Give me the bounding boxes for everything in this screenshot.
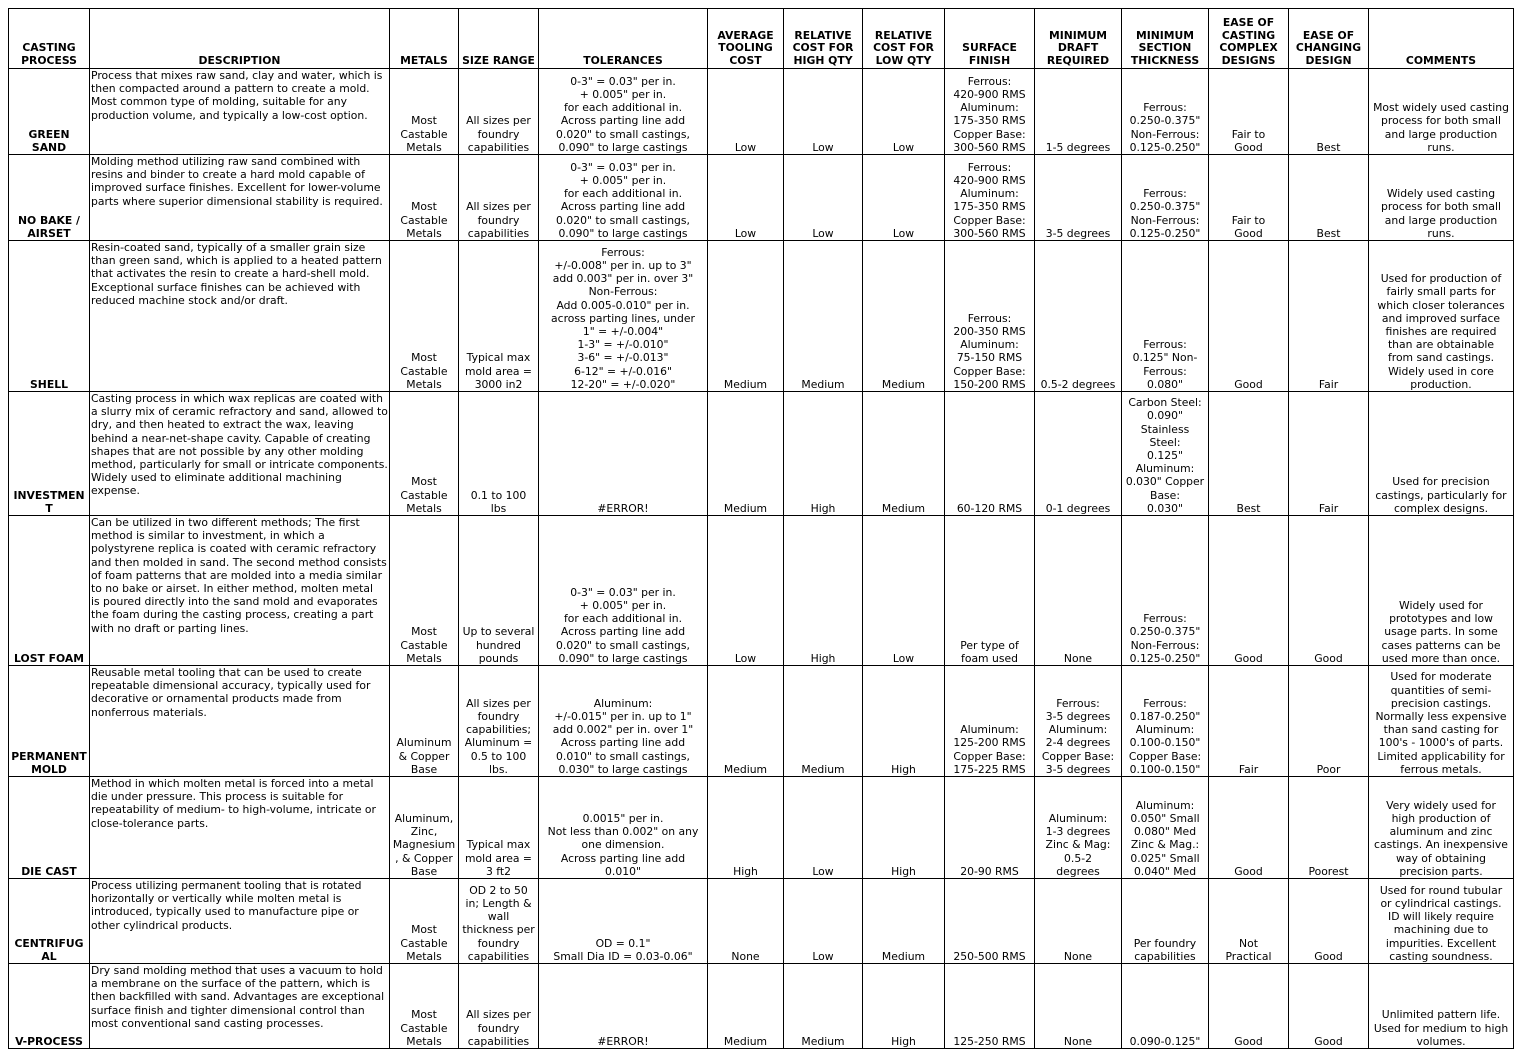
cell-tolerances: Aluminum: +/-0.015" per in. up to 1" add 0.002" per in. over 1" Across parting line add 0.010" to small castings, 0.030" to large castings <box>539 666 708 777</box>
table-row <box>9 155 1514 241</box>
cell-cost-high-qty: High <box>784 392 863 516</box>
cell-ease-changing: Fair <box>1289 241 1369 392</box>
table-row <box>9 241 1514 392</box>
header-surface-finish: SURFACE FINISH <box>945 9 1035 69</box>
cell-tolerances: 0.0015" per in. Not less than 0.002" on any one dimension. Across parting line add 0.010" <box>539 777 708 879</box>
cell-cost-low-qty: High <box>863 964 945 1049</box>
header-minimum-draft: MINIMUM DRAFT REQUIRED <box>1035 9 1122 69</box>
cell-comments: Widely used casting process for both small and large production runs. <box>1369 155 1514 241</box>
cell-surface-finish: Aluminum: 125-200 RMS Copper Base: 175-225 RMS <box>945 666 1035 777</box>
cell-ease-changing: Good <box>1289 879 1369 964</box>
cell-tooling-cost: None <box>708 879 784 964</box>
cell-ease-changing: Poorest <box>1289 777 1369 879</box>
header-casting-process: CASTING PROCESS <box>9 9 90 69</box>
cell-minimum-draft: Ferrous: 3-5 degrees Aluminum: 2-4 degrees Copper Base: 3-5 degrees <box>1035 666 1122 777</box>
cell-size-range: OD 2 to 50 in; Length & wall thickness per foundry capabilities <box>459 879 539 964</box>
cell-size-range: Up to several hundred pounds <box>459 516 539 666</box>
cell-cost-high-qty: Medium <box>784 666 863 777</box>
cell-surface-finish: 20-90 RMS <box>945 777 1035 879</box>
cell-metals: Aluminum, Zinc, Magnesium , & Copper Base <box>390 777 459 879</box>
cell-description: Resin-coated sand, typically of a smaller grain size than green sand, which is applied to a heated pattern that activates the resin to create a hard-shell mold. Exceptional surface finishes can be achieved with reduced machine stock and/or draft. <box>90 241 390 392</box>
cell-section-thickness: Aluminum: 0.050" Small 0.080" Med Zinc & Mag.: 0.025" Small 0.040" Med <box>1122 777 1209 879</box>
table-row <box>9 879 1514 964</box>
cell-description: Casting process in which wax replicas are coated with a slurry mix of ceramic refractory and sand, allowed to dry, and then heated to extract the wax, leaving behind a near-net-shape cavity. Capable of creating shapes that are not possible by any other molding method, particularly for small or intricate components. Widely used to eliminate additional machining expense. <box>90 392 390 516</box>
cell-ease-complex: Best <box>1209 392 1289 516</box>
cell-ease-complex: Good <box>1209 777 1289 879</box>
cell-cost-high-qty: Low <box>784 777 863 879</box>
cell-description: Method in which molten metal is forced into a metal die under pressure. This process is suitable for repeatability of medium- to high-volume, intricate or close-tolerance parts. <box>90 777 390 879</box>
cell-section-thickness: 0.090-0.125" <box>1122 964 1209 1049</box>
cell-cost-low-qty: Low <box>863 69 945 155</box>
cell-minimum-draft: 0.5-2 degrees <box>1035 241 1122 392</box>
cell-process: CENTRIFUG AL <box>9 879 90 964</box>
cell-section-thickness: Ferrous: 0.250-0.375" Non-Ferrous: 0.125-0.250" <box>1122 69 1209 155</box>
cell-description: Reusable metal tooling that can be used to create repeatable dimensional accuracy, typically used for decorative or ornamental products made from nonferrous materials. <box>90 666 390 777</box>
header-average-tooling-cost: AVERAGE TOOLING COST <box>708 9 784 69</box>
cell-surface-finish: Per type of foam used <box>945 516 1035 666</box>
cell-cost-high-qty: Low <box>784 155 863 241</box>
cell-surface-finish: Ferrous: 420-900 RMS Aluminum: 175-350 RMS Copper Base: 300-560 RMS <box>945 155 1035 241</box>
cell-tolerances: 0-3" = 0.03" per in. + 0.005" per in. for each additional in. Across parting line add 0.020" to small castings, 0.090" to large castings <box>539 516 708 666</box>
cell-size-range: All sizes per foundry capabilities; Aluminum = 0.5 to 100 lbs. <box>459 666 539 777</box>
cell-size-range: Typical max mold area = 3000 in2 <box>459 241 539 392</box>
cell-minimum-draft: None <box>1035 964 1122 1049</box>
cell-tolerances: Ferrous: +/-0.008" per in. up to 3" add 0.003" per in. over 3" Non-Ferrous: Add 0.005-0.010" per in. across parting lines, under 1" = +/-0.004" 1-3" = +/-0.010" 3-6" = +/-0.013" 6-12" = +/-0.016" 12-20" = +/-0.020" <box>539 241 708 392</box>
cell-comments: Used for moderate quantities of semi- precision castings. Normally less expensive than sand casting for 100's - 1000's of parts. Limited applicability for ferrous metals. <box>1369 666 1514 777</box>
cell-tooling-cost: Medium <box>708 241 784 392</box>
cell-process: V-PROCESS <box>9 964 90 1049</box>
cell-tooling-cost: Medium <box>708 666 784 777</box>
cell-ease-changing: Poor <box>1289 666 1369 777</box>
header-row <box>9 9 1514 69</box>
cell-process: PERMANENT MOLD <box>9 666 90 777</box>
cell-metals: Most Castable Metals <box>390 879 459 964</box>
cell-ease-complex: Not Practical <box>1209 879 1289 964</box>
cell-process: NO BAKE / AIRSET <box>9 155 90 241</box>
cell-comments: Widely used for prototypes and low usage parts. In some cases patterns can be used more than once. <box>1369 516 1514 666</box>
cell-minimum-draft: 3-5 degrees <box>1035 155 1122 241</box>
cell-section-thickness: Ferrous: 0.250-0.375" Non-Ferrous: 0.125-0.250" <box>1122 155 1209 241</box>
cell-cost-high-qty: Low <box>784 879 863 964</box>
cell-size-range: All sizes per foundry capabilities <box>459 69 539 155</box>
cell-metals: Aluminum & Copper Base <box>390 666 459 777</box>
cell-ease-changing: Best <box>1289 69 1369 155</box>
cell-tooling-cost: Medium <box>708 392 784 516</box>
table-row <box>9 516 1514 666</box>
cell-section-thickness: Ferrous: 0.250-0.375" Non-Ferrous: 0.125-0.250" <box>1122 516 1209 666</box>
cell-ease-changing: Fair <box>1289 392 1369 516</box>
cell-minimum-draft: None <box>1035 516 1122 666</box>
cell-process: LOST FOAM <box>9 516 90 666</box>
cell-metals: Most Castable Metals <box>390 516 459 666</box>
cell-tooling-cost: Low <box>708 516 784 666</box>
cell-surface-finish: 250-500 RMS <box>945 879 1035 964</box>
cell-size-range: All sizes per foundry capabilities <box>459 155 539 241</box>
cell-process: GREEN SAND <box>9 69 90 155</box>
cell-cost-high-qty: Medium <box>784 241 863 392</box>
cell-tolerances: 0-3" = 0.03" per in. + 0.005" per in. for each additional in. Across parting line add 0.020" to small castings, 0.090" to large castings <box>539 69 708 155</box>
cell-size-range: All sizes per foundry capabilities <box>459 964 539 1049</box>
header-tolerances: TOLERANCES <box>539 9 708 69</box>
cell-description: Process that mixes raw sand, clay and water, which is then compacted around a pattern to create a mold. Most common type of molding, suitable for any production volume, and typically a low-cost option. <box>90 69 390 155</box>
header-minimum-section-thickness: MINIMUM SECTION THICKNESS <box>1122 9 1209 69</box>
cell-tolerances: #ERROR! <box>539 964 708 1049</box>
cell-size-range: Typical max mold area = 3 ft2 <box>459 777 539 879</box>
cell-cost-low-qty: Medium <box>863 879 945 964</box>
cell-surface-finish: 60-120 RMS <box>945 392 1035 516</box>
cell-comments: Very widely used for high production of aluminum and zinc castings. An inexpensive way of obtaining precision parts. <box>1369 777 1514 879</box>
header-comments: COMMENTS <box>1369 9 1514 69</box>
cell-cost-high-qty: High <box>784 516 863 666</box>
cell-tooling-cost: Low <box>708 155 784 241</box>
cell-cost-low-qty: Low <box>863 516 945 666</box>
cell-ease-complex: Fair to Good <box>1209 155 1289 241</box>
cell-comments: Used for round tubular or cylindrical castings. ID will likely require machining due to impurities. Excellent casting soundness. <box>1369 879 1514 964</box>
table-row <box>9 666 1514 777</box>
table-row <box>9 69 1514 155</box>
cell-minimum-draft: 1-5 degrees <box>1035 69 1122 155</box>
cell-ease-changing: Good <box>1289 516 1369 666</box>
table-row <box>9 964 1514 1049</box>
cell-ease-changing: Best <box>1289 155 1369 241</box>
cell-cost-low-qty: High <box>863 777 945 879</box>
header-relative-cost-low-qty: RELATIVE COST FOR LOW QTY <box>863 9 945 69</box>
header-description: DESCRIPTION <box>90 9 390 69</box>
cell-ease-changing: Good <box>1289 964 1369 1049</box>
header-ease-complex-designs: EASE OF CASTING COMPLEX DESIGNS <box>1209 9 1289 69</box>
cell-tooling-cost: Low <box>708 69 784 155</box>
cell-section-thickness: Carbon Steel: 0.090" Stainless Steel: 0.125" Aluminum: 0.030" Copper Base: 0.030" <box>1122 392 1209 516</box>
cell-comments: Used for precision castings, particularly for complex designs. <box>1369 392 1514 516</box>
cell-tooling-cost: Medium <box>708 964 784 1049</box>
cell-ease-complex: Good <box>1209 241 1289 392</box>
cell-minimum-draft: 0-1 degrees <box>1035 392 1122 516</box>
cell-ease-complex: Good <box>1209 964 1289 1049</box>
cell-metals: Most Castable Metals <box>390 69 459 155</box>
cell-minimum-draft: None <box>1035 879 1122 964</box>
cell-cost-low-qty: Medium <box>863 241 945 392</box>
header-size-range: SIZE RANGE <box>459 9 539 69</box>
cell-section-thickness: Ferrous: 0.187-0.250" Aluminum: 0.100-0.150" Copper Base: 0.100-0.150" <box>1122 666 1209 777</box>
cell-metals: Most Castable Metals <box>390 155 459 241</box>
table-row <box>9 392 1514 516</box>
cell-description: Dry sand molding method that uses a vacuum to hold a membrane on the surface of the pattern, which is then backfilled with sand. Advantages are exceptional surface finish and tighter dimensional control than most conventional sand casting processes. <box>90 964 390 1049</box>
cell-description: Process utilizing permanent tooling that is rotated horizontally or vertically while molten metal is introduced, typically used to manufacture pipe or other cylindrical products. <box>90 879 390 964</box>
cell-ease-complex: Fair <box>1209 666 1289 777</box>
casting-process-table <box>8 8 1514 1049</box>
cell-process: INVESTMENT <box>9 392 90 516</box>
cell-metals: Most Castable Metals <box>390 392 459 516</box>
cell-ease-complex: Fair to Good <box>1209 69 1289 155</box>
cell-section-thickness: Per foundry capabilities <box>1122 879 1209 964</box>
cell-description: Molding method utilizing raw sand combined with resins and binder to create a hard mold capable of improved surface finishes. Excellent for lower-volume parts where superior dimensional stability is required. <box>90 155 390 241</box>
cell-cost-high-qty: Medium <box>784 964 863 1049</box>
cell-section-thickness: Ferrous: 0.125" Non- Ferrous: 0.080" <box>1122 241 1209 392</box>
cell-surface-finish: 125-250 RMS <box>945 964 1035 1049</box>
cell-tooling-cost: High <box>708 777 784 879</box>
header-relative-cost-high-qty: RELATIVE COST FOR HIGH QTY <box>784 9 863 69</box>
cell-ease-complex: Good <box>1209 516 1289 666</box>
cell-cost-low-qty: High <box>863 666 945 777</box>
cell-cost-low-qty: Low <box>863 155 945 241</box>
cell-comments: Used for production of fairly small parts for which closer tolerances and improved surface finishes are required than are obtainable from sand castings. Widely used in core production. <box>1369 241 1514 392</box>
cell-tolerances: OD = 0.1" Small Dia ID = 0.03-0.06" <box>539 879 708 964</box>
cell-comments: Most widely used casting process for both small and large production runs. <box>1369 69 1514 155</box>
header-metals: METALS <box>390 9 459 69</box>
cell-process: SHELL <box>9 241 90 392</box>
cell-metals: Most Castable Metals <box>390 241 459 392</box>
cell-cost-low-qty: Medium <box>863 392 945 516</box>
cell-minimum-draft: Aluminum: 1-3 degrees Zinc & Mag: 0.5-2 degrees <box>1035 777 1122 879</box>
table-row <box>9 777 1514 879</box>
cell-process: DIE CAST <box>9 777 90 879</box>
cell-tolerances: #ERROR! <box>539 392 708 516</box>
cell-size-range: 0.1 to 100 lbs <box>459 392 539 516</box>
cell-metals: Most Castable Metals <box>390 964 459 1049</box>
header-ease-changing-design: EASE OF CHANGING DESIGN <box>1289 9 1369 69</box>
cell-surface-finish: Ferrous: 420-900 RMS Aluminum: 175-350 RMS Copper Base: 300-560 RMS <box>945 69 1035 155</box>
cell-tolerances: 0-3" = 0.03" per in. + 0.005" per in. for each additional in. Across parting line add 0.020" to small castings, 0.090" to large castings <box>539 155 708 241</box>
cell-cost-high-qty: Low <box>784 69 863 155</box>
cell-surface-finish: Ferrous: 200-350 RMS Aluminum: 75-150 RMS Copper Base: 150-200 RMS <box>945 241 1035 392</box>
cell-description: Can be utilized in two different methods; The first method is similar to investment, in which a polystyrene replica is coated with ceramic refractory and then molded in sand. The second method consists of foam patterns that are molded into a media similar to no bake or airset. In either method, molten metal is poured directly into the sand mold and evaporates the foam during the casting process, creating a part with no draft or parting lines. <box>90 516 390 666</box>
cell-comments: Unlimited pattern life. Used for medium to high volumes. <box>1369 964 1514 1049</box>
